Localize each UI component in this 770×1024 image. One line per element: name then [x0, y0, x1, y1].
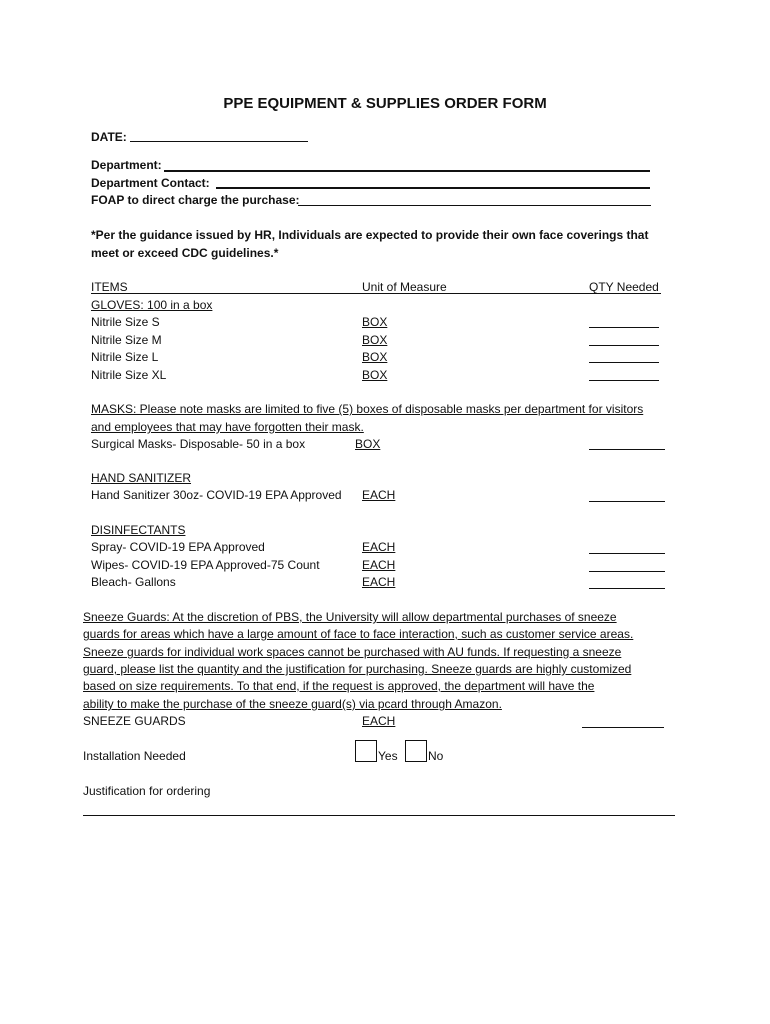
disinfectant-unit-spray: EACH	[362, 540, 396, 554]
installation-no-checkbox[interactable]	[405, 740, 427, 762]
date-label: DATE:	[91, 130, 127, 144]
sanitizer-heading: HAND SANITIZER	[91, 471, 192, 485]
sanitizer-unit: EACH	[362, 488, 396, 502]
justification-field[interactable]	[83, 815, 675, 816]
sneeze-guards-unit: EACH	[362, 714, 396, 728]
qty-field-masks[interactable]	[589, 449, 665, 450]
sanitizer-item: Hand Sanitizer 30oz- COVID-19 EPA Approved	[91, 488, 342, 502]
disinfectant-unit-bleach: EACH	[362, 575, 396, 589]
form-title: PPE EQUIPMENT & SUPPLIES ORDER FORM	[223, 95, 547, 112]
gloves-heading: GLOVES: 100 in a box	[91, 298, 213, 312]
qty-field-wipes[interactable]	[589, 571, 665, 572]
gloves-item-s: Nitrile Size S	[91, 315, 160, 329]
guidance-note-line1: *Per the guidance issued by HR, Individuals are expected to provide their own face coverings that	[91, 228, 649, 242]
installation-yes-checkbox[interactable]	[355, 740, 377, 762]
gloves-item-xl: Nitrile Size XL	[91, 368, 167, 382]
masks-item: Surgical Masks- Disposable- 50 in a box	[91, 437, 306, 451]
gloves-unit-l: BOX	[362, 350, 388, 364]
qty-field-bleach[interactable]	[589, 588, 665, 589]
installation-label: Installation Needed	[83, 749, 186, 763]
department-contact-label: Department Contact:	[91, 176, 210, 190]
gloves-unit-s: BOX	[362, 315, 388, 329]
qty-field-gloves-s[interactable]	[589, 327, 659, 328]
sneeze-note-line5: based on size requirements. To that end, if the request is approved, the department will have the	[83, 679, 595, 693]
gloves-unit-xl: BOX	[362, 368, 388, 382]
disinfectant-item-wipes: Wipes- COVID-19 EPA Approved-75 Count	[91, 558, 320, 572]
qty-field-gloves-m[interactable]	[589, 345, 659, 346]
masks-unit: BOX	[355, 437, 381, 451]
qty-field-gloves-xl[interactable]	[589, 380, 659, 381]
foap-label: FOAP to direct charge the purchase:	[91, 193, 300, 207]
qty-field-spray[interactable]	[589, 553, 665, 554]
department-contact-field[interactable]	[216, 187, 650, 189]
gloves-unit-m: BOX	[362, 333, 388, 347]
gloves-item-l: Nitrile Size L	[91, 350, 159, 364]
qty-field-sneeze-guards[interactable]	[582, 727, 664, 728]
sneeze-note-line2: guards for areas which have a large amount of face to face interaction, such as customer service areas.	[83, 627, 634, 641]
disinfectant-item-bleach: Bleach- Gallons	[91, 575, 176, 589]
department-label: Department:	[91, 158, 162, 172]
disinfectant-unit-wipes: EACH	[362, 558, 396, 572]
date-field[interactable]	[130, 141, 308, 142]
sneeze-note-line4: guard, please list the quantity and the justification for purchasing. Sneeze guards are highly customized	[83, 662, 632, 676]
sneeze-note-line3: Sneeze guards for individual work spaces cannot be purchased with AU funds. If requesting a sneeze	[83, 645, 622, 659]
sneeze-guards-item: SNEEZE GUARDS	[83, 714, 186, 728]
qty-field-gloves-l[interactable]	[589, 362, 659, 363]
foap-field[interactable]	[298, 205, 651, 206]
installation-yes-label: Yes	[378, 749, 398, 763]
unit-column-header: Unit of Measure	[362, 280, 447, 294]
sneeze-note-line6: ability to make the purchase of the sneeze guard(s) via pcard through Amazon.	[83, 697, 502, 711]
disinfectant-item-spray: Spray- COVID-19 EPA Approved	[91, 540, 265, 554]
installation-no-label: No	[428, 749, 444, 763]
sneeze-note-line1: Sneeze Guards: At the discretion of PBS, the University will allow departmental purchases of sneeze	[83, 610, 617, 624]
items-column-header: ITEMS	[91, 280, 128, 294]
justification-label: Justification for ordering	[83, 784, 211, 798]
disinfectants-heading: DISINFECTANTS	[91, 523, 186, 537]
department-field[interactable]	[164, 170, 650, 172]
masks-note-line2: and employees that may have forgotten their mask.	[91, 420, 364, 434]
guidance-note-line2: meet or exceed CDC guidelines.*	[91, 246, 279, 260]
gloves-item-m: Nitrile Size M	[91, 333, 162, 347]
qty-column-header: QTY Needed	[589, 280, 659, 294]
masks-note-line1: MASKS: Please note masks are limited to five (5) boxes of disposable masks per department for visitors	[91, 402, 644, 416]
qty-field-sanitizer[interactable]	[589, 501, 665, 502]
